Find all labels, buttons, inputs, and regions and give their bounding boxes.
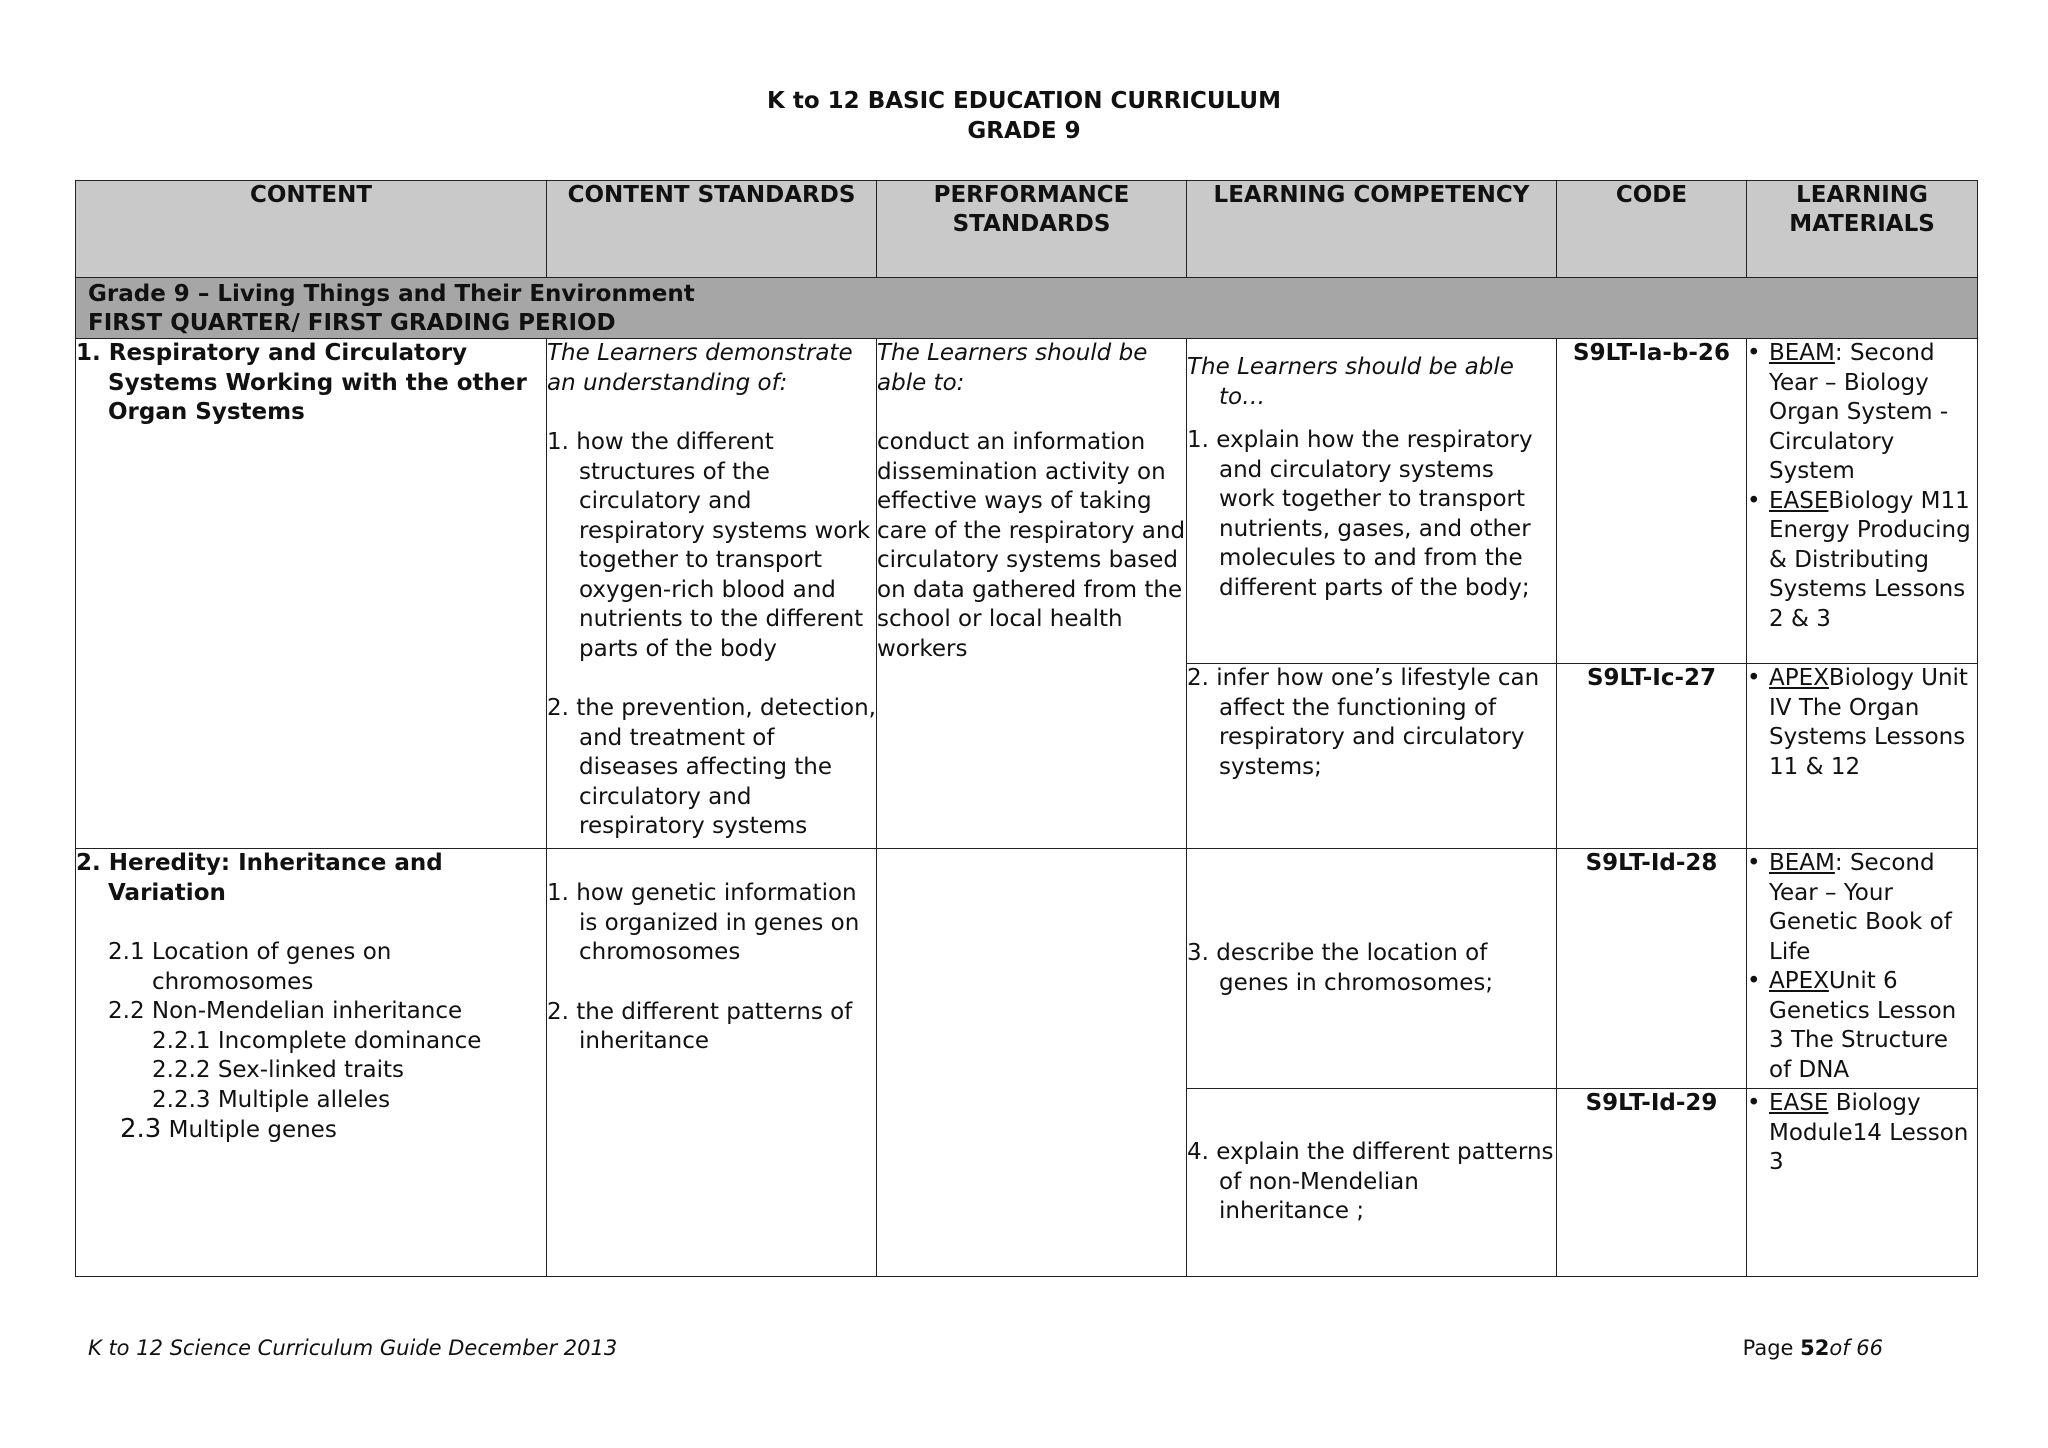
content-subtopic: 2.2 Non-Mendelian inheritance (108, 998, 463, 1024)
page-prefix: Page (1742, 1336, 1801, 1360)
performance-standards-cell (877, 339, 1187, 849)
code-cell: S9LT-Id-28 (1557, 849, 1747, 1089)
learning-competency-item: 3. describe the location of genes in chromosomes; (1187, 940, 1494, 996)
material-text: Biology Module14 Lesson 3 (1769, 1090, 1969, 1175)
material-source: EASE (1769, 1090, 1829, 1116)
material-source: BEAM (1769, 850, 1835, 876)
footer-page-number (1743, 1336, 1883, 1360)
column-header-performance-standards: PERFORMANCE STANDARDS (877, 181, 1187, 278)
material-source: BEAM (1769, 340, 1835, 366)
learning-competency-cell (1187, 849, 1557, 1089)
column-header-learning-materials: LEARNING MATERIALS (1747, 181, 1978, 278)
page-suffix: of 66 (1829, 1336, 1883, 1360)
grade-row (76, 278, 1978, 339)
material-text: : Second Year – Your Genetic Book of Life (1769, 850, 1952, 965)
document-title: K to 12 BASIC EDUCATION CURRICULUM (767, 88, 1281, 114)
column-header-code: CODE (1557, 181, 1747, 278)
subtopic-label: Multiple genes (161, 1117, 337, 1143)
performance-standard-text: conduct an information dissemination activity on effective ways of taking care of the respiratory and circulatory systems based on data gathered from the school or local health workers (877, 429, 1186, 662)
page-header (0, 86, 2048, 146)
content-standards-cell (547, 849, 877, 1277)
grade-title: GRADE 9 (967, 118, 1081, 144)
content-subtopic: 2.2.3 Multiple alleles (152, 1086, 391, 1113)
column-header-content-standards: CONTENT STANDARDS (547, 181, 877, 278)
material-text: Biology M11 Energy Producing & Distributing Systems Lessons 2 & 3 (1769, 487, 1971, 632)
content-cell (76, 849, 547, 1277)
code-cell: S9LT-Id-29 (1557, 1089, 1747, 1277)
content-subtopic: 2.2.2 Sex-linked traits (152, 1057, 404, 1083)
material-item (1747, 339, 1977, 487)
grade-topic: Grade 9 – Living Things and Their Environment (88, 281, 695, 307)
material-source: EASE (1769, 487, 1829, 514)
learning-materials-cell (1747, 664, 1978, 849)
content-standard-item: 1. how the different structures of the circulatory and respiratory systems work together to transport oxygen-rich blood and nutrients to the different parts of the body (547, 429, 871, 662)
material-item (1747, 1089, 1977, 1178)
learning-materials-cell (1747, 1089, 1978, 1277)
learning-competency-cell (1187, 1089, 1557, 1277)
material-source: APEX (1769, 968, 1829, 994)
learning-competency-cell (1187, 339, 1557, 664)
bullet-icon: • (1747, 968, 1761, 994)
material-item (1747, 664, 1977, 782)
material-item (1747, 487, 1977, 635)
column-header-content: CONTENT (76, 181, 547, 278)
subtopic-number: 2.3 (120, 1114, 162, 1144)
content-topic: 1. Respiratory and Circulatory Systems Working with the other Organ Systems (76, 340, 527, 425)
content-subtopic: 2.2.1 Incomplete dominance (152, 1027, 482, 1054)
table-row (76, 849, 1978, 1089)
content-standard-item: 1. how genetic information is organized in genes on chromosomes (547, 880, 860, 965)
learning-materials-cell (1747, 849, 1978, 1089)
grade-section-heading (76, 278, 1978, 339)
grading-period: FIRST QUARTER/ FIRST GRADING PERIOD (88, 310, 616, 336)
learning-materials-cell (1747, 339, 1978, 664)
footer-guide-title: K to 12 Science Curriculum Guide December 2013 (88, 1336, 618, 1360)
material-text: Unit 6 Genetics Lesson 3 The Structure of DNA (1769, 968, 1957, 1083)
table-row (76, 339, 1978, 664)
learning-competency-item: 2. infer how one’s lifestyle can affect the functioning of respiratory and circulatory systems; (1187, 665, 1540, 780)
bullet-icon: • (1747, 1090, 1761, 1116)
code-cell: S9LT-Ia-b-26 (1557, 339, 1747, 664)
material-item (1747, 967, 1977, 1085)
page-current: 52 (1800, 1336, 1830, 1360)
performance-standards-cell (877, 849, 1187, 1277)
bullet-icon: • (1747, 665, 1761, 691)
bullet-icon: • (1747, 850, 1761, 876)
code-cell: S9LT-Ic-27 (1557, 664, 1747, 849)
material-text: Biology Unit IV The Organ Systems Lessons 11 & 12 (1769, 665, 1968, 780)
content-subtopic: 2.1 Location of genes on chromosomes (108, 939, 392, 995)
content-standard-item: 2. the different patterns of inheritance (547, 998, 853, 1054)
learning-competency-intro: The Learners should be able to… (1187, 354, 1514, 410)
material-source: APEX (1769, 665, 1829, 691)
table-header-row (76, 181, 1978, 278)
content-topic: 2. Heredity: Inheritance and Variation (76, 850, 443, 906)
content-standards-intro: The Learners demonstrate an understanding of: (547, 340, 853, 396)
learning-competency-item: 4. explain the different patterns of non-Mendelian inheritance ; (1187, 1139, 1554, 1225)
bullet-icon: • (1747, 340, 1761, 366)
content-cell (76, 339, 547, 849)
content-standard-item: 2. the prevention, detection, and treatment of diseases affecting the circulatory and respiratory systems (547, 695, 876, 839)
material-text: : Second Year – Biology Organ System - Circulatory System (1769, 340, 1949, 484)
material-item (1747, 849, 1977, 967)
content-subtopic (120, 1115, 546, 1146)
bullet-icon: • (1747, 487, 1761, 514)
learning-competency-item: 1. explain how the respiratory and circulatory systems work together to transport nutrients, gases, and other molecules to and from the different parts of the body; (1187, 427, 1533, 601)
performance-standards-intro: The Learners should be able to: (877, 340, 1148, 396)
curriculum-table (75, 180, 1978, 1277)
learning-competency-cell (1187, 664, 1557, 849)
content-standards-cell (547, 339, 877, 849)
column-header-learning-competency: LEARNING COMPETENCY (1187, 181, 1557, 278)
